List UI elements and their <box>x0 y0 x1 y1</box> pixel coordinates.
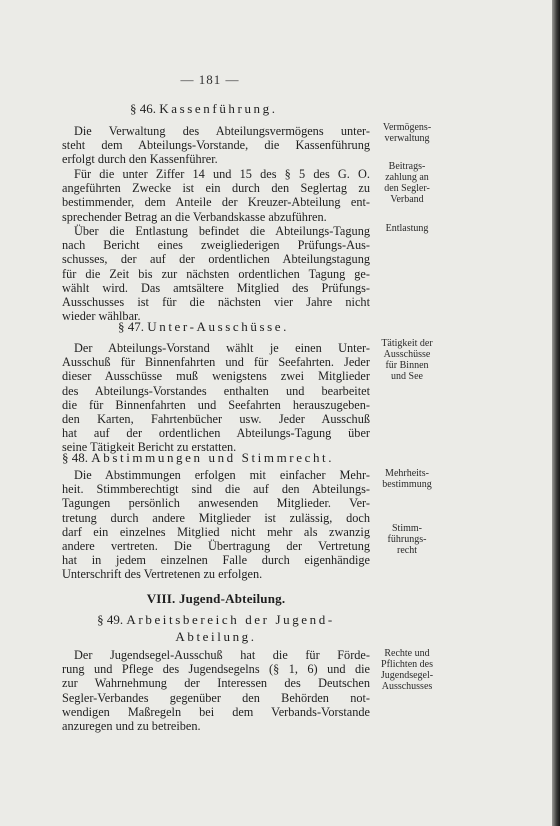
text-line: andere vertreten. Die Übertragung der Vertretung <box>62 539 370 554</box>
text-line: Ausschuß für Binnenfahrten und für Seefahrten. Jeder <box>62 355 370 370</box>
margin-line: zahlung an <box>385 172 429 183</box>
text-line: dieser Ausschüsse muß wenigstens zwei Mitglieder <box>62 369 370 384</box>
text-line: wendigen Maßregeln bei dem Verbands-Vorstande <box>62 704 370 719</box>
text-line: Ausschusses ist für die nächsten vier Jahre nicht <box>62 295 370 310</box>
section-title-line-1: Arbeitsbereich der Jugend- <box>126 612 335 627</box>
text-line: heit. Stimmberechtigt sind die auf den Abteilungs- <box>62 482 370 497</box>
text-line: bestimmender, dem Anteile der Kreuzer-Abteilung ent- <box>62 195 370 210</box>
section-number: § 48. <box>62 450 88 465</box>
margin-line: bestimmung <box>382 479 432 490</box>
margin-line: und See <box>391 371 423 382</box>
page-number: — 181 — <box>180 72 240 87</box>
text-line: seine Tätigkeit Bericht zu erstatten. <box>62 440 237 455</box>
section-title: Unter-Ausschüsse. <box>147 319 290 334</box>
margin-note-stimmfuehrungsrecht <box>374 523 440 556</box>
margin-note-beitragszahlung <box>374 161 440 205</box>
page-edge-shadow <box>552 0 560 826</box>
text-line: nach Bericht eines zweigliederigen Prüfungs-Aus- <box>62 238 370 253</box>
text-line: darf ein einzelnes Mitglied nicht mehr als zwanzig <box>62 524 370 539</box>
margin-line: den Segler- <box>384 183 430 194</box>
margin-line: Entlastung <box>385 223 429 234</box>
text-line: wählt wird. Das amtsältere Mitglied des Prüfungs- <box>62 280 370 295</box>
margin-line: für Binnen <box>385 360 429 371</box>
section-46-paragraph-2 <box>62 167 370 224</box>
text-line: zur Wahrnehmung der Interessen des Deutschen <box>62 676 370 691</box>
section-title: Abstimmungen und Stimmrecht. <box>91 450 335 465</box>
margin-line: Ausschusses <box>381 681 433 692</box>
text-line: anzuregen und zu betreiben. <box>62 719 201 734</box>
part-8-title: VIII. Jugend-Abteilung. <box>146 591 286 606</box>
margin-line: Mehrheits- <box>385 468 429 479</box>
margin-line: führungs- <box>387 534 427 545</box>
section-46-heading <box>130 101 278 117</box>
section-48-paragraph-1 <box>62 468 370 582</box>
section-47-paragraph-1 <box>62 341 370 455</box>
margin-line: Tätigkeit der <box>381 338 433 349</box>
margin-line: Pflichten des <box>381 659 433 670</box>
margin-line: Beitrags- <box>388 161 426 172</box>
margin-note-mehrheitsbestimmung <box>374 468 440 490</box>
margin-note-entlastung <box>374 223 440 234</box>
text-line: hat auf der ordentlichen Abteilungs-Tagung über <box>62 426 370 441</box>
margin-line: Ausschüsse <box>383 349 431 360</box>
section-number: § 49. <box>97 612 124 627</box>
section-49-paragraph-1 <box>62 648 370 733</box>
text-line: angeführten Zwecke ist ein durch den Seglertag zu <box>62 181 370 196</box>
text-line: Die Abstimmungen erfolgen mit einfacher Mehr- <box>74 468 370 482</box>
text-line: wieder wählbar. <box>62 309 141 324</box>
text-line: Für die unter Ziffer 14 und 15 des § 5 des G. O. <box>74 167 370 181</box>
text-line: die für Binnenfahrten und Seefahrten herauszugeben- <box>62 397 370 412</box>
margin-line: Jugendsegel- <box>380 670 434 681</box>
margin-line: recht <box>397 545 417 556</box>
text-line: tretung durch andere Mitglieder ist zulässig, doch <box>62 510 370 525</box>
section-number: § 47. <box>118 319 144 334</box>
margin-line: verwaltung <box>384 133 430 144</box>
section-47-heading <box>118 319 289 335</box>
text-line: erfolgt durch den Kassenführer. <box>62 152 218 167</box>
text-line: steht dem Abteilungs-Vorstande, die Kassenführung <box>62 138 370 153</box>
text-line: hat in jedem einzelnen Falle durch eigenhändige <box>62 553 370 568</box>
text-line: Der Abteilungs-Vorstand wählt je einen Unter- <box>74 341 370 355</box>
section-number: § 46. <box>130 101 156 116</box>
margin-note-taetigkeit-ausschuesse <box>374 338 440 382</box>
text-line: sprechender Betrag an die Verbandskasse abzuführen. <box>62 209 327 224</box>
text-line: Die Verwaltung des Abteilungsvermögens unter- <box>74 124 370 138</box>
text-line: Unterschrift des Vertretenen zu erfolgen. <box>62 567 263 582</box>
section-46-paragraph-1 <box>62 124 370 167</box>
margin-line: Stimm- <box>391 523 422 534</box>
margin-note-rechte-pflichten <box>374 648 440 692</box>
text-line: Der Jugendsegel-Ausschuß hat die für Förde- <box>74 648 370 662</box>
text-line: schusses, der auf der ordentlichen Abteilungstagung <box>62 252 370 267</box>
text-line: Tagungen persönlich anwesenden Mitglieder. Ver- <box>62 496 370 511</box>
section-title: Kassenführung. <box>159 101 278 116</box>
text-line: Über die Entlastung befindet die Abteilungs-Tagung <box>74 224 370 238</box>
text-line: rung und Pflege des Jugendsegelns (§ 1, 6) und die <box>62 662 370 677</box>
text-line: Segler-Verbandes gegenüber den Behörden not- <box>62 690 370 705</box>
section-48-heading <box>62 450 334 466</box>
text-line: den Karten, Fahrtenbücher usw. Jeder Ausschuß <box>62 412 370 427</box>
margin-line: Verband <box>390 194 424 205</box>
margin-note-vermoegensverwaltung <box>374 122 440 144</box>
section-46-paragraph-3 <box>62 224 370 323</box>
text-line: des Abteilungs-Vorstandes enthalten und bearbeitet <box>62 383 370 398</box>
margin-line: Rechte und <box>384 648 430 659</box>
section-49-heading <box>62 611 370 645</box>
text-line: für die Zeit bis zur nächsten ordentlichen Tagung ge- <box>62 266 370 281</box>
margin-line: Vermögens- <box>382 122 432 133</box>
section-title-line-2: Abteilung. <box>175 629 257 644</box>
